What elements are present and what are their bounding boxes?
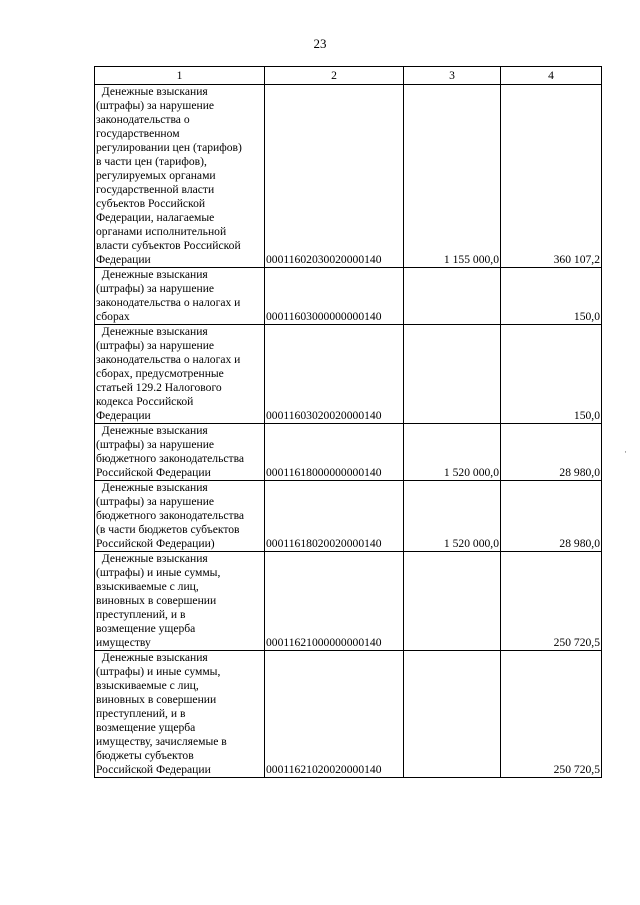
row-value-col4: 28 980,0 <box>501 424 602 481</box>
row-value-col3: 1 520 000,0 <box>404 424 501 481</box>
table-row <box>95 651 602 778</box>
row-value-col3 <box>404 325 501 424</box>
table-row <box>95 481 602 552</box>
row-value-col4: 28 980,0 <box>501 481 602 552</box>
margin-mark: · <box>624 447 627 457</box>
page-number: 23 <box>313 36 327 51</box>
column-header-1: 1 <box>95 67 265 85</box>
row-value-col3 <box>404 268 501 325</box>
row-value-col3: 1 520 000,0 <box>404 481 501 552</box>
row-code: 00011621020020000140 <box>265 651 404 778</box>
row-code: 00011618000000000140 <box>265 424 404 481</box>
table-row <box>95 268 602 325</box>
table-header-row <box>95 67 602 85</box>
row-name: Денежные взыскания (штрафы) за нарушение законодательства о государственном регулировании цен (тарифов) в части цен (тарифов), регулируемых органами государственной власти субъектов Российской Федерации, налагаемые органами исполнительной власти субъектов Российской Федерации <box>95 85 265 268</box>
row-name: Денежные взыскания (штрафы) и иные суммы, взыскиваемые с лиц, виновных в совершении преступлений, и в возмещение ущерба имуществу, зачисляемые в бюджеты субъектов Российской Федерации <box>95 651 265 778</box>
row-value-col4: 250 720,5 <box>501 651 602 778</box>
row-code: 00011603020020000140 <box>265 325 404 424</box>
row-value-col4: 150,0 <box>501 268 602 325</box>
column-header-3: 3 <box>404 67 501 85</box>
row-value-col4: 360 107,2 <box>501 85 602 268</box>
row-code: 00011602030020000140 <box>265 85 404 268</box>
column-header-2: 2 <box>265 67 404 85</box>
row-name: Денежные взыскания (штрафы) за нарушение законодательства о налогах и сборах, предусмотренные статьей 129.2 Налогового кодекса Российской Федерации <box>95 325 265 424</box>
row-code: 00011618020020000140 <box>265 481 404 552</box>
row-code: 00011621000000000140 <box>265 552 404 651</box>
row-name: Денежные взыскания (штрафы) за нарушение законодательства о налогах и сборах <box>95 268 265 325</box>
row-value-col3 <box>404 651 501 778</box>
row-name: Денежные взыскания (штрафы) за нарушение бюджетного законодательства (в части бюджетов субъектов Российской Федерации) <box>95 481 265 552</box>
row-value-col4: 250 720,5 <box>501 552 602 651</box>
table-row <box>95 85 602 268</box>
row-value-col3: 1 155 000,0 <box>404 85 501 268</box>
table-row <box>95 325 602 424</box>
table-row <box>95 552 602 651</box>
budget-table <box>94 66 602 778</box>
row-name: Денежные взыскания (штрафы) за нарушение бюджетного законодательства Российской Федерации <box>95 424 265 481</box>
row-name: Денежные взыскания (штрафы) и иные суммы, взыскиваемые с лиц, виновных в совершении преступлений, и в возмещение ущерба имуществу <box>95 552 265 651</box>
row-code: 00011603000000000140 <box>265 268 404 325</box>
table-row <box>95 424 602 481</box>
row-value-col4: 150,0 <box>501 325 602 424</box>
column-header-4: 4 <box>501 67 602 85</box>
row-value-col3 <box>404 552 501 651</box>
